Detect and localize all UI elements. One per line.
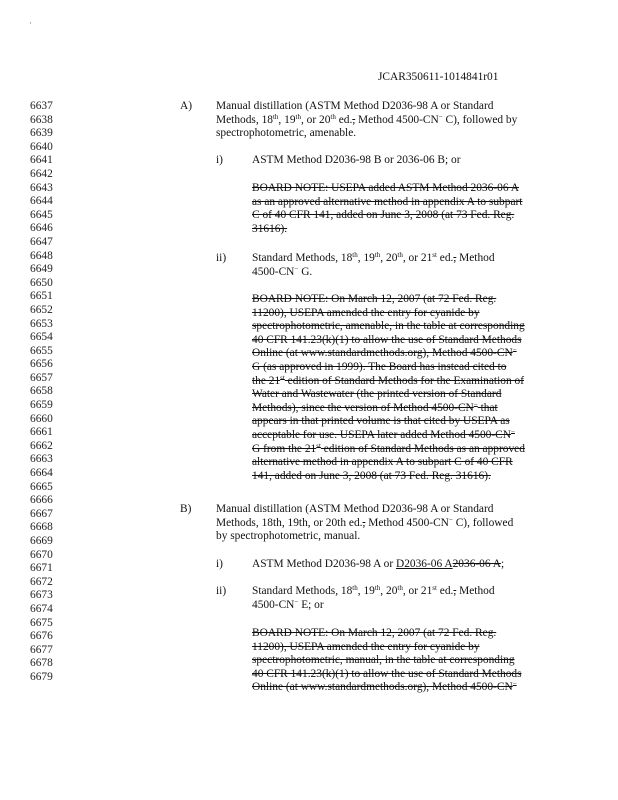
line-number: 6658 — [30, 385, 53, 398]
line-number: 6665 — [30, 480, 53, 493]
line-number: 6677 — [30, 643, 53, 656]
item-label-b-i: i) — [216, 558, 223, 570]
line-number: 6673 — [30, 589, 53, 602]
line-number: 6668 — [30, 521, 53, 534]
line-number: 6675 — [30, 616, 53, 629]
line-number: 6654 — [30, 331, 53, 344]
item-a-ii-text: Standard Methods, 18th, 19th, 20th, or 21st ed., Method 4500-CN− G. — [252, 251, 495, 278]
line-number: 6663 — [30, 453, 53, 466]
line-number: 6667 — [30, 507, 53, 520]
line-number: 6666 — [30, 494, 53, 507]
line-number: 6659 — [30, 399, 53, 412]
line-number: 6650 — [30, 276, 53, 289]
line-number: 6676 — [30, 630, 53, 643]
line-number: 6662 — [30, 439, 53, 452]
line-number: 6672 — [30, 575, 53, 588]
line-number: 6642 — [30, 167, 53, 180]
corner-mark: · — [29, 18, 32, 28]
item-b-i-text: ASTM Method D2036-98 A or D2036-06 A2036-06 A; — [252, 558, 505, 570]
line-number: 6638 — [30, 113, 53, 126]
line-number: 6678 — [30, 657, 53, 670]
line-number: 6652 — [30, 303, 53, 316]
item-a-line-1: Manual distillation (ASTM Method D2036-98 A or Standard — [216, 100, 494, 112]
line-number: 6657 — [30, 371, 53, 384]
line-number: 6660 — [30, 412, 53, 425]
line-number: 6670 — [30, 548, 53, 561]
line-number: 6646 — [30, 222, 53, 235]
line-number: 6649 — [30, 263, 53, 276]
line-numbers — [30, 100, 70, 685]
line-number: 6644 — [30, 195, 53, 208]
document-id: JCAR350611-1014841r01 — [378, 71, 499, 83]
line-number: 6669 — [30, 535, 53, 547]
item-label-a: A) — [180, 100, 193, 112]
line-number: 6645 — [30, 208, 53, 221]
line-number: 6639 — [30, 127, 53, 140]
line-number: 6664 — [30, 467, 53, 480]
board-note-1: BOARD NOTE: USEPA added ASTM Method 2036-06 A as an approved alternative method in appendix A to subpart C of 40 CFR 141, added on June 3, 2008 (at 73 Fed. Reg. 31616). — [252, 182, 523, 235]
line-number: 6655 — [30, 344, 53, 357]
board-note-2: BOARD NOTE: On March 12, 2007 (at 72 Fed. Reg. 11200), USEPA amended the entry for cyanide by spectrophotometric, amenable, in the table at corresponding 40 CFR 141.23(k)(1) to allow the use of Standard Methods Online (at www.standardmethods.org), Method 4500-CN− G (as approved in 1999). The Board has instead cited to the 21st edition of Standard Methods for the Examination of Water and Wastewater (the printed version of Standard Methods), since the version of Method 4500-CN− that appears in that printed volume is that cited by USEPA as acceptable for use. USEPA later added Method 4500-CN− G from the 21st edition of Standard Methods as an approved alternative method in appendix A to subpart C of 40 CFR 141, added on June 3, 2008 (at 73 Fed. Reg. 31616). — [252, 293, 525, 482]
line-number: 6671 — [30, 562, 53, 575]
item-label-b: B) — [180, 503, 192, 515]
line-number: 6643 — [30, 181, 53, 194]
line-number: 6640 — [30, 140, 53, 153]
line-number: 6647 — [30, 235, 53, 248]
item-a-i-text: ASTM Method D2036-98 B or 2036-06 B; or — [252, 154, 461, 166]
item-label-a-i: i) — [216, 154, 223, 166]
line-number: 6674 — [30, 602, 53, 615]
item-label-b-ii: ii) — [216, 585, 227, 597]
line-number: 6637 — [30, 100, 53, 112]
item-b-ii-text: Standard Methods, 18th, 19th, 20th, or 21st ed., Method 4500-CN− E; or — [252, 584, 495, 611]
item-a-line-2: Methods, 18th, 19th, or 20th ed., Method 4500-CN− C), followed by — [216, 112, 518, 126]
board-note-3: BOARD NOTE: On March 12, 2007 (at 72 Fed. Reg. 11200), USEPA amended the entry for cyanide by spectrophotometric, manual, in the table at corresponding 40 CFR 141.23(k)(1) to allow the use of Standard Methods Online (at www.standardmethods.org), Method 4500-CN− — [252, 627, 522, 694]
line-number: 6679 — [30, 670, 53, 683]
line-number: 6661 — [30, 426, 53, 439]
item-label-a-ii: ii) — [216, 252, 227, 264]
item-a-line-3: spectrophotometric, amenable. — [216, 127, 357, 140]
line-number: 6648 — [30, 249, 53, 262]
item-b-text: Manual distillation (ASTM Method D2036-98 A or Standard Methods, 18th, 19th, or 20th ed., Method 4500-CN− C), followed by spectrophotometric, manual. — [216, 503, 514, 543]
line-number: 6641 — [30, 154, 53, 167]
line-number: 6656 — [30, 358, 53, 371]
line-number: 6653 — [30, 317, 53, 330]
item-a-text — [216, 100, 517, 141]
line-number: 6651 — [30, 290, 53, 303]
